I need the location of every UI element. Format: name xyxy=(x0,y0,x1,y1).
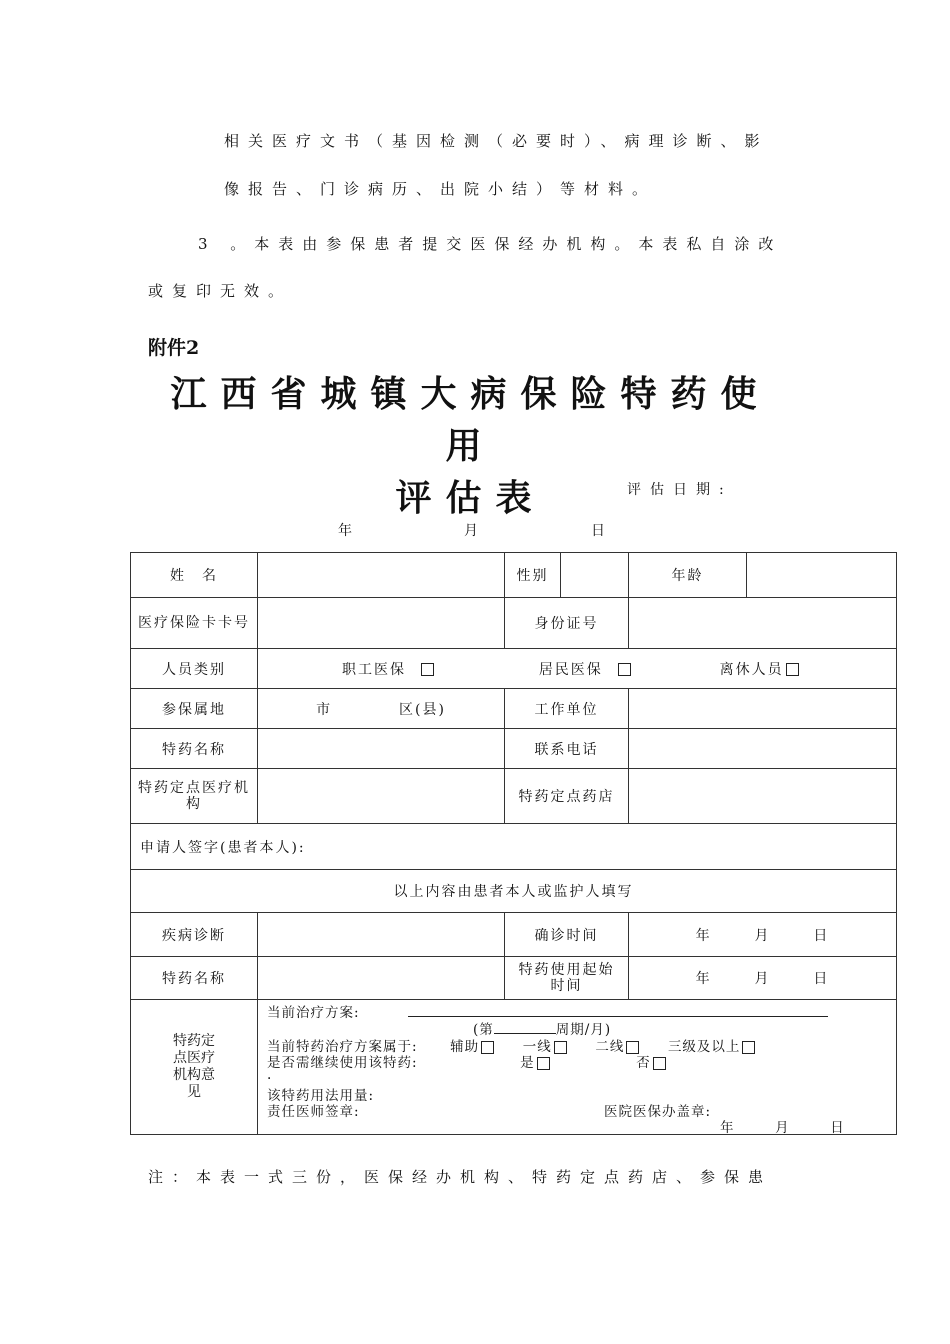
cat-opt-employee[interactable] xyxy=(342,662,434,678)
date-year: 年 xyxy=(695,971,712,987)
intro-line-1: 相关医疗文书（基因检测（必要时）、病理诊断、影 xyxy=(224,132,769,150)
cycle-prefix: (第 xyxy=(473,1022,494,1038)
work-unit-label: 工作单位 xyxy=(505,689,629,729)
confirm-time-input[interactable] xyxy=(629,913,897,957)
cat-opt-resident[interactable] xyxy=(539,662,631,678)
diagnosis-input[interactable] xyxy=(258,913,505,957)
age-input[interactable] xyxy=(747,553,897,598)
hospital-label: 特药定点医疗机构 xyxy=(131,769,258,824)
cycle-suffix: 周期/月) xyxy=(555,1022,612,1038)
pharmacy-input[interactable] xyxy=(629,769,897,824)
eval-date-year: 年 xyxy=(338,523,352,539)
phone-input[interactable] xyxy=(629,729,897,769)
drug-name-label-2: 特药名称 xyxy=(131,957,258,1000)
opinion-date xyxy=(720,1116,845,1135)
age-label: 年龄 xyxy=(629,553,747,598)
opt-yes: 是 xyxy=(520,1055,535,1071)
applicant-signature[interactable]: 申请人签字(患者本人): xyxy=(131,824,897,870)
insured-place-label: 参保属地 xyxy=(131,689,258,729)
drug-name-input-2[interactable] xyxy=(258,957,505,1000)
doctor-sign[interactable]: 责任医师签章: xyxy=(267,1104,360,1120)
continue-label: 是否需继续使用该特药: xyxy=(267,1055,418,1071)
drug-name-label: 特药名称 xyxy=(131,729,258,769)
phone-label: 联系电话 xyxy=(505,729,629,769)
checkbox[interactable] xyxy=(421,663,434,676)
opinion-area[interactable] xyxy=(258,1000,897,1135)
opinion-label: 特药定点医疗机构意见 xyxy=(173,1033,215,1100)
plan-underline xyxy=(408,1016,828,1017)
checkbox[interactable] xyxy=(537,1057,550,1070)
opt-no: 否 xyxy=(636,1055,651,1071)
intro-line-3: 3 。本表由参保患者提交医保经办机构。本表私自涂改 xyxy=(198,235,783,253)
opt-third: 三级及以上 xyxy=(667,1039,741,1055)
cat-opt-resident-label: 居民医保 xyxy=(538,661,603,678)
opt-first: 一线 xyxy=(522,1039,552,1055)
gender-input[interactable] xyxy=(561,553,629,598)
page-title xyxy=(148,368,793,524)
opt-aux: 辅助 xyxy=(450,1039,480,1055)
city-label: 市 xyxy=(316,701,333,718)
cycle-blank[interactable] xyxy=(494,1021,556,1034)
date-day: 日 xyxy=(813,927,830,944)
card-input[interactable] xyxy=(258,598,505,649)
start-time-input[interactable] xyxy=(629,957,897,1000)
district-label: 区(县) xyxy=(398,701,446,718)
eval-date-month: 月 xyxy=(464,523,478,539)
insured-place-input[interactable] xyxy=(258,689,505,729)
work-unit-input[interactable] xyxy=(629,689,897,729)
dot-mark: . xyxy=(267,1067,273,1083)
id-label: 身份证号 xyxy=(505,598,629,649)
date-month: 月 xyxy=(775,1120,790,1135)
opt-second: 二线 xyxy=(595,1039,625,1055)
id-input[interactable] xyxy=(629,598,897,649)
pharmacy-label: 特药定点药店 xyxy=(505,769,629,824)
hospital-input[interactable] xyxy=(258,769,505,824)
title-line-1: 江西省城镇大病保险特药使用 xyxy=(170,373,771,467)
checkbox[interactable] xyxy=(618,663,631,676)
cat-opt-retired-label: 离休人员 xyxy=(719,661,784,678)
start-time-label: 特药使用起始时间 xyxy=(505,957,629,1000)
date-year: 年 xyxy=(720,1120,735,1135)
name-input[interactable] xyxy=(258,553,505,598)
attachment-label: 附件2 xyxy=(148,337,200,359)
assessment-form xyxy=(130,552,897,1135)
intro-line-4: 或复印无效。 xyxy=(148,282,293,300)
name-label: 姓 名 xyxy=(131,553,258,598)
plan-label: 当前治疗方案: xyxy=(267,1005,360,1021)
eval-date-day: 日 xyxy=(591,523,605,539)
checkbox[interactable] xyxy=(742,1041,755,1054)
date-month: 月 xyxy=(754,971,771,987)
cat-opt-retired[interactable] xyxy=(720,662,799,678)
fill-note: 以上内容由患者本人或监护人填写 xyxy=(131,870,897,913)
drug-name-input[interactable] xyxy=(258,729,505,769)
cat-opt-employee-label: 职工医保 xyxy=(342,661,406,678)
date-day: 日 xyxy=(830,1120,845,1135)
opinion-label-cell xyxy=(131,1000,258,1135)
dosage-label: 该特药用法用量: xyxy=(267,1088,375,1104)
hospital-stamp[interactable]: 医院医保办盖章: xyxy=(604,1104,712,1120)
date-month: 月 xyxy=(754,927,771,944)
date-year: 年 xyxy=(695,927,712,944)
diagnosis-label: 疾病诊断 xyxy=(131,913,258,957)
confirm-time-label: 确诊时间 xyxy=(505,913,629,957)
plan-type-label: 当前特药治疗方案属于: xyxy=(267,1039,418,1055)
gender-label: 性别 xyxy=(505,553,561,598)
date-day: 日 xyxy=(813,971,830,987)
title-line-2: 评估表 xyxy=(395,477,546,519)
checkbox[interactable] xyxy=(653,1057,666,1070)
eval-date-label: 评估日期: xyxy=(627,482,733,498)
category-options xyxy=(258,649,897,689)
footer-note: 注：本表一式三份，医保经办机构、特药定点药店、参保患 xyxy=(148,1168,773,1186)
category-label: 人员类别 xyxy=(131,649,258,689)
intro-line-2: 像报告、门诊病历、出院小结）等材料。 xyxy=(224,180,657,198)
checkbox[interactable] xyxy=(786,663,799,676)
continue-line xyxy=(267,1051,666,1071)
card-label: 医疗保险卡卡号 xyxy=(131,598,258,649)
